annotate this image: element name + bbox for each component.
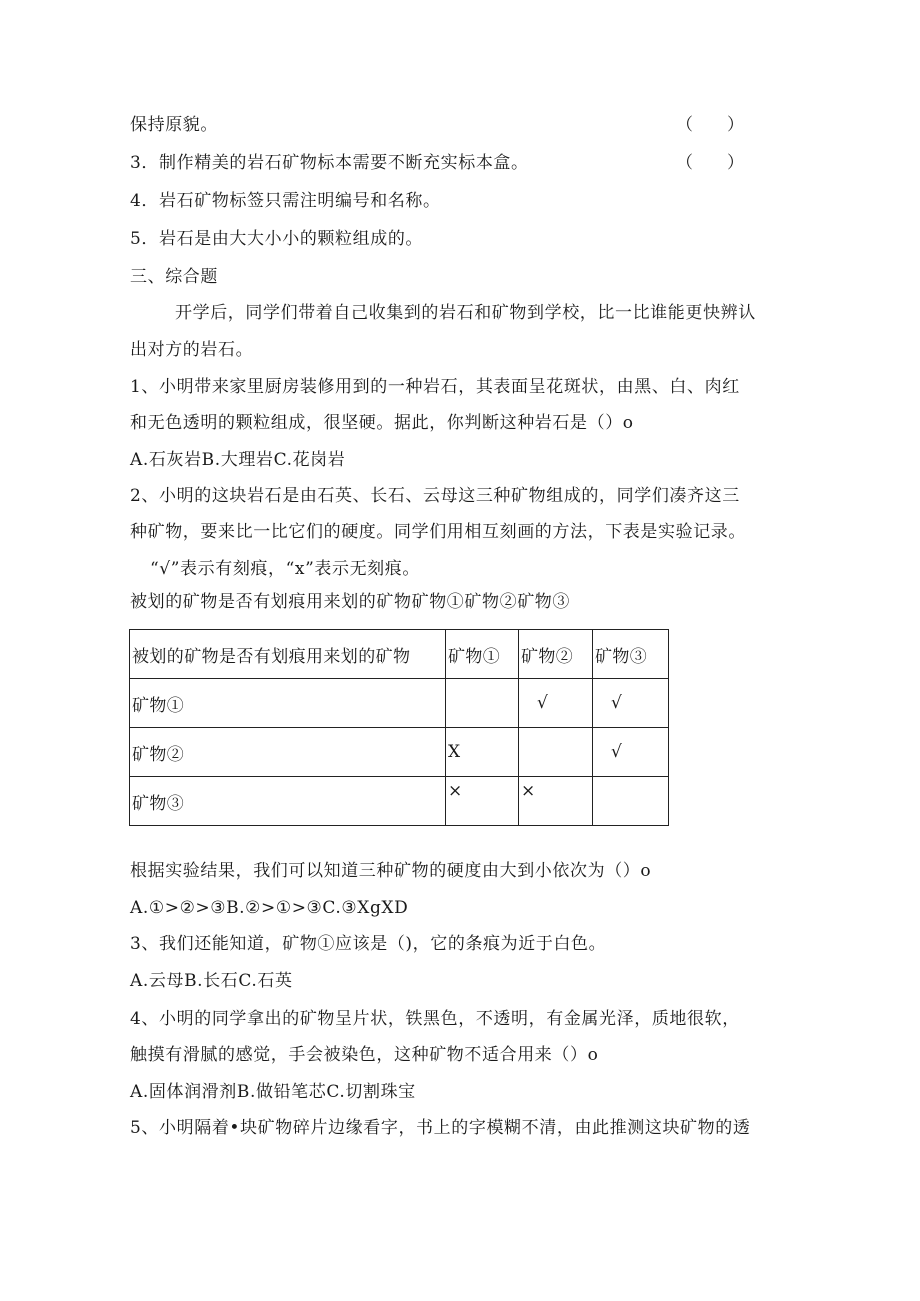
question-3: 3、我们还能知道，矿物①应该是（)，它的条痕为近于白色。 <box>130 934 607 954</box>
question-1-options: A.石灰岩B.大理岩C.花岗岩 <box>130 450 346 470</box>
check-mark: √ <box>611 742 623 762</box>
table-row <box>130 728 669 777</box>
question-2-options: A.①>②>③B.②>①>③C.③XgXD <box>130 898 409 918</box>
table-cell <box>593 679 669 728</box>
table-cell <box>446 679 519 728</box>
text-line: 保持原貌。 <box>130 115 218 135</box>
table-row <box>130 777 669 826</box>
table-cell <box>519 728 593 777</box>
table-cell <box>593 728 669 777</box>
table-header-cell: 矿物③ <box>593 630 669 679</box>
question-2: 种矿物，要来比一比它们的硬度。同学们用相互刻画的方法，下表是实验记录。 <box>130 522 746 542</box>
section-heading: 三、综合题 <box>130 267 218 287</box>
table-header-cell: 矿物① <box>446 630 519 679</box>
answer-blank[interactable]: （ ） <box>676 115 744 135</box>
statement-5: 5．岩石是由大大小小的颗粒组成的。 <box>130 229 424 249</box>
table-header-row <box>130 630 669 679</box>
question-2: 2、小明的这块岩石是由石英、长石、云母这三种矿物组成的，同学们凑齐这三 <box>130 486 740 506</box>
table-cell <box>593 777 669 826</box>
table-cell <box>519 679 593 728</box>
cross-mark: × <box>448 781 463 801</box>
question-4-options: A.固体润滑剂B.做铅笔芯C.切割珠宝 <box>130 1082 416 1102</box>
cross-mark: X <box>448 742 461 762</box>
question-1: 1、小明带来家里厨房装修用到的一种岩石，其表面呈花斑状，由黑、白、肉红 <box>130 377 740 397</box>
hardness-table <box>129 629 669 826</box>
table-cell <box>519 777 593 826</box>
table-cell: 矿物① <box>130 679 446 728</box>
cross-mark: × <box>521 781 536 801</box>
intro-paragraph: 出对方的岩石。 <box>130 340 254 360</box>
question-4: 触摸有滑腻的感觉，手会被染色，这种矿物不适合用来（）o <box>130 1045 599 1065</box>
statement-4: 4．岩石矿物标签只需注明编号和名称。 <box>130 191 441 211</box>
table-cell: 矿物② <box>130 728 446 777</box>
question-2-legend: “√”表示有刻痕，“x”表示无刻痕。 <box>150 559 420 579</box>
check-mark: √ <box>611 693 623 713</box>
check-mark: √ <box>537 693 549 713</box>
question-5: 5、小明隔着•块矿物碎片边缘看字，书上的字模糊不清，由此推测这块矿物的透 <box>130 1118 751 1138</box>
table-cell <box>446 728 519 777</box>
table-cell <box>446 777 519 826</box>
question-4: 4、小明的同学拿出的矿物呈片状，铁黑色，不透明，有金属光泽，质地很软， <box>130 1009 740 1029</box>
table-header-cell: 被划的矿物是否有划痕用来划的矿物 <box>130 630 446 679</box>
question-2: 根据实验结果，我们可以知道三种矿物的硬度由大到小依次为（）o <box>130 861 652 881</box>
table-header-cell: 矿物② <box>519 630 593 679</box>
answer-blank[interactable]: （ ） <box>676 153 744 173</box>
table-row <box>130 679 669 728</box>
question-2-table-caption: 被划的矿物是否有划痕用来划的矿物矿物①矿物②矿物③ <box>130 592 570 612</box>
question-3-options: A.云母B.长石C.石英 <box>130 971 293 991</box>
statement-3: 3．制作精美的岩石矿物标本需要不断充实标本盒。 <box>130 153 529 173</box>
intro-paragraph: 开学后，同学们带着自己收集到的岩石和矿物到学校，比一比谁能更快辨认 <box>175 303 756 323</box>
question-1: 和无色透明的颗粒组成，很坚硬。据此，你判断这种岩石是（）o <box>130 413 634 433</box>
table-cell: 矿物③ <box>130 777 446 826</box>
